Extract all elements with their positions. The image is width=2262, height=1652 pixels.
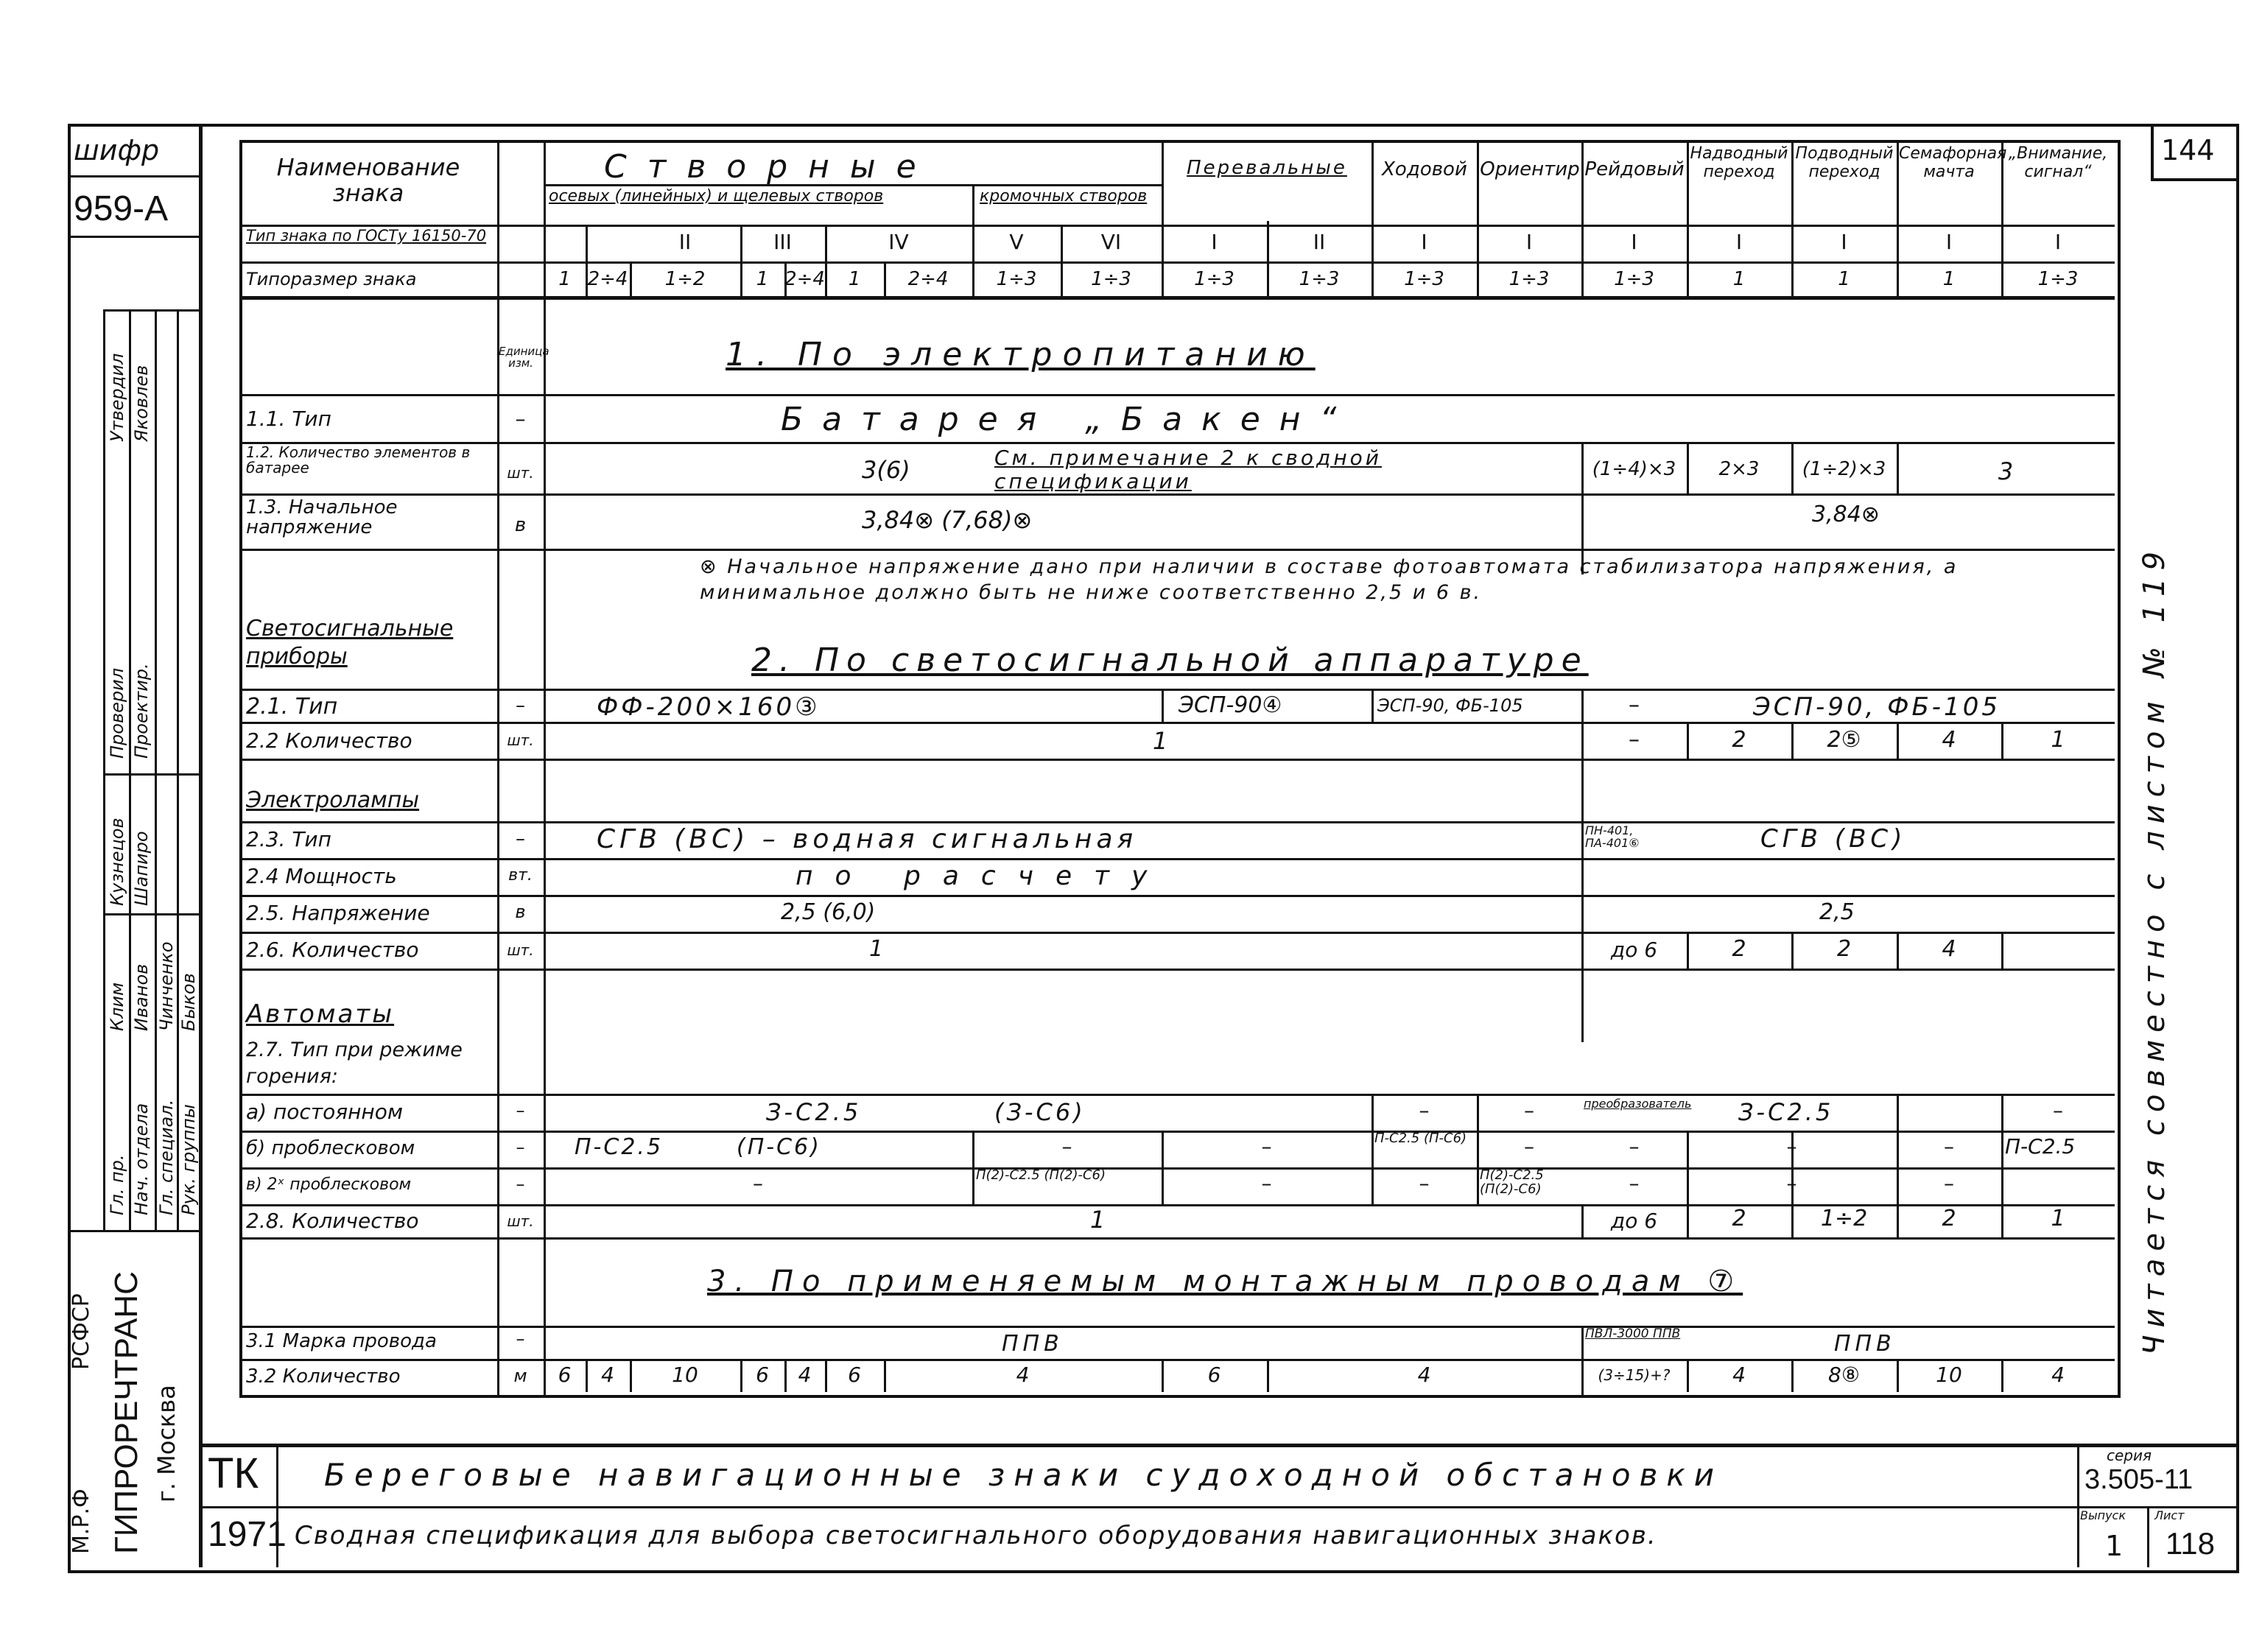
- type-5: V: [1009, 230, 1024, 254]
- r32-v9: 4: [1417, 1363, 1431, 1387]
- size-14: 1÷3: [1614, 268, 1654, 290]
- r27c-nad: –: [1786, 1171, 1797, 1195]
- size-9: 1÷3: [1091, 268, 1131, 290]
- title-block-top: [199, 1444, 2236, 1447]
- row-lamps-end: [239, 821, 2115, 823]
- r27c-per: –: [1261, 1171, 1272, 1195]
- r27b-dash: –: [1061, 1134, 1072, 1159]
- r27b-reid: –: [1629, 1134, 1640, 1159]
- r32-v10: (3÷15)+?: [1598, 1366, 1671, 1384]
- r12-unit: шт.: [507, 464, 534, 482]
- r22-pod: 2⑤: [1827, 727, 1861, 753]
- header-semafornaya: Семафорная мачта: [1899, 144, 2007, 182]
- lamps-label: Электролампы: [246, 787, 420, 813]
- size-15: 1: [1732, 268, 1746, 290]
- row-26-end: [239, 969, 2115, 971]
- footnote: ⊗ Начальное напряжение дано при наличии в составе фотоавтомата стабилизатора напряжения, а минимальное должно быть не ниже соответственно 2,5 и 6 в.: [700, 555, 1959, 605]
- cipher-label: шифр: [74, 134, 160, 166]
- col-21-a: [1162, 689, 1164, 722]
- type-14: I: [1945, 230, 1953, 254]
- type-9: I: [1421, 230, 1427, 254]
- stamp-col-1: [103, 309, 105, 1230]
- section3-heading: 3. По применяемым монтажным проводам ⑦: [707, 1265, 1743, 1298]
- role-gl-pr: Гл. пр.: [107, 1154, 127, 1215]
- r24-value: по расчету: [795, 861, 1170, 891]
- size-11: 1÷3: [1299, 268, 1340, 290]
- size-4: 1: [756, 268, 769, 290]
- r28-sem: 2: [1942, 1206, 1956, 1231]
- r12-pod: (1÷2)×3: [1802, 458, 1886, 480]
- r32-v3: 10: [672, 1363, 698, 1387]
- role-nach-otd: Нач. отдела: [131, 1103, 152, 1215]
- r32-v13: 10: [1936, 1363, 1962, 1387]
- size-8: 1÷3: [996, 268, 1037, 290]
- r32-v14: 4: [2051, 1363, 2065, 1387]
- r27a-or: –: [1524, 1098, 1534, 1122]
- r27c-unit: –: [516, 1174, 525, 1195]
- size-13: 1÷3: [1508, 268, 1550, 290]
- type-6: VI: [1100, 230, 1122, 254]
- org-moscow: г. Москва: [152, 1385, 180, 1502]
- name-chinchenko: Чинченко: [156, 941, 177, 1031]
- r23-right: СГВ (ВС): [1760, 824, 1907, 854]
- row-sec1-end: [239, 394, 2115, 396]
- r21-b: ЭСП-90④: [1179, 692, 1282, 718]
- r32-v6: 6: [848, 1363, 861, 1387]
- r24-label: 2.4 Мощность: [246, 864, 397, 888]
- row-13-end: [239, 549, 2115, 551]
- header-podvodny: Подводный переход: [1795, 144, 1894, 182]
- r27b-v1: П-С2.5: [575, 1134, 664, 1160]
- size-18: 1÷3: [2037, 268, 2079, 290]
- r24-unit: вт.: [508, 866, 533, 885]
- type-label: Тип знака по ГОСТу 16150-70: [246, 227, 487, 245]
- r32-v12: 8⑧: [1828, 1363, 1860, 1387]
- cipher-value: 959-А: [74, 189, 169, 228]
- stamp-col-4: [177, 309, 179, 1230]
- r25-unit: в: [515, 901, 526, 922]
- section1-heading: 1. По электропитанию: [726, 336, 1316, 373]
- name-yakovlev: Яковлев: [131, 365, 152, 442]
- stamp-row-2: [103, 773, 199, 776]
- stamp-row-3: [103, 913, 199, 915]
- type-3: III: [773, 230, 792, 254]
- title-sheet-divider: [2147, 1506, 2149, 1567]
- year: 1971: [208, 1515, 287, 1554]
- r32-v11: 4: [1732, 1363, 1746, 1387]
- hdr-row-3: [239, 261, 2115, 264]
- row-24-end: [239, 895, 2115, 897]
- r25-right: 2,5: [1819, 899, 1855, 925]
- size-3: 1÷2: [664, 268, 706, 290]
- r21-a: ФФ-200×160③: [597, 692, 821, 722]
- r32-v4: 6: [756, 1363, 769, 1387]
- r27a-v2: (З-С6): [994, 1098, 1086, 1126]
- r23-value: СГВ (ВС) – водная сигнальная: [597, 824, 1138, 854]
- sheet-value: 118: [2166, 1526, 2215, 1561]
- type-1: I: [583, 230, 590, 254]
- r23-unit: –: [516, 828, 525, 850]
- header-osevye: осевых (линейных) и щелевых створов: [549, 187, 884, 205]
- r22-sem: 4: [1942, 727, 1956, 753]
- type-12: I: [1735, 230, 1743, 254]
- hdr-row-4: [239, 296, 2115, 300]
- role-proveril: Проверил: [107, 667, 127, 759]
- r27c-or: П(2)-С2.5 (П(2)-С6): [1480, 1167, 1544, 1197]
- r28-nad: 2: [1732, 1206, 1746, 1231]
- org-giprorechtrans: ГИПРОРЕЧТРАНС: [108, 1271, 144, 1554]
- row-27-end: [239, 1094, 2115, 1096]
- r25-value: 2,5 (6,0): [781, 899, 876, 925]
- r22-nad: 2: [1732, 727, 1746, 753]
- issue-value: 1: [2105, 1530, 2124, 1562]
- r27b-sem: –: [1944, 1134, 1954, 1159]
- header-name-col: Наименование знака: [276, 153, 460, 208]
- r25-label: 2.5. Напряжение: [246, 901, 430, 925]
- r21-e: ЭСП-90, ФБ-105: [1753, 692, 2001, 722]
- r32-v8: 6: [1207, 1363, 1221, 1387]
- r12-note: См. примечание 2 к сводной спецификации: [994, 446, 1382, 494]
- inner-frame-left: [199, 124, 203, 1567]
- r21-label: 2.1. Тип: [246, 694, 338, 720]
- role-utverdil: Утвердил: [107, 353, 127, 442]
- r12-value: 3(6): [862, 456, 910, 484]
- title-series-divider: [2077, 1444, 2079, 1567]
- r32-v5: 4: [798, 1363, 812, 1387]
- r26-unit: шт.: [507, 941, 534, 959]
- r31-unit: –: [516, 1329, 525, 1349]
- r28-label: 2.8. Количество: [246, 1209, 419, 1233]
- r27a-last: –: [2053, 1098, 2063, 1122]
- r22-label: 2.2 Количество: [246, 728, 412, 753]
- header-kromochnye: кромочных створов: [980, 187, 1148, 205]
- row-28-end: [239, 1237, 2115, 1240]
- r27b-unit: –: [516, 1137, 525, 1158]
- r32-unit: м: [513, 1365, 527, 1386]
- stamp-row-4: [68, 1230, 199, 1232]
- size-7: 2÷4: [907, 268, 949, 290]
- tk-label: ТК: [208, 1449, 259, 1497]
- r32-v7: 4: [1016, 1363, 1030, 1387]
- r26-sem: 4: [1942, 936, 1956, 962]
- org-mrf: М.Р.Ф: [69, 1488, 94, 1554]
- header-nadvodny: Надводный переход: [1690, 144, 1788, 182]
- r22-d: –: [1629, 727, 1640, 753]
- r27a-reid: преобразователь: [1584, 1097, 1692, 1111]
- r27c-v1: –: [753, 1171, 763, 1195]
- size-12: 1÷3: [1404, 268, 1444, 290]
- r27c-label: в) 2ˣ проблесковом: [246, 1175, 412, 1194]
- row-11-end: [239, 442, 2115, 444]
- size-2: 2÷4: [587, 268, 628, 290]
- r21-unit: –: [516, 695, 525, 717]
- r21-c: ЭСП-90, ФБ-105: [1377, 695, 1523, 716]
- doc-title-2: Сводная спецификация для выбора светосигнального оборудования навигационных знаков.: [295, 1521, 1657, 1550]
- r32-label: 3.2 Количество: [246, 1365, 401, 1388]
- r27b-vn: П-С2.5: [2005, 1134, 2076, 1159]
- header-perevalnye: Перевальные: [1187, 157, 1347, 179]
- row-21-end: [239, 722, 2115, 724]
- col-unit-left: [497, 140, 499, 1395]
- r26-nad: 2: [1732, 936, 1746, 962]
- r27c-kh: –: [1419, 1171, 1430, 1195]
- r11-label: 1.1. Тип: [246, 407, 331, 431]
- r23-reid: ПН-401, ПА-401⑥: [1585, 823, 1640, 850]
- name-bykov: Быков: [178, 973, 199, 1031]
- col-21-b: [1371, 689, 1374, 722]
- r31-reid: ПВЛ-3000 ППВ: [1585, 1326, 1681, 1341]
- header-stvornye: Створные: [604, 148, 937, 186]
- r28-unit: шт.: [507, 1212, 534, 1230]
- header-khodovoy: Ходовой: [1382, 158, 1467, 180]
- header-vnimanie: „Внимание, сигнал“: [2008, 144, 2108, 182]
- stamp-col-2: [129, 309, 131, 1230]
- row-sec2-end: [239, 689, 2115, 691]
- auto-label: Автоматы: [246, 999, 395, 1029]
- stamp-row-1: [103, 309, 199, 312]
- r12-reid: (1÷4)×3: [1592, 458, 1676, 480]
- row-25-end: [239, 932, 2115, 934]
- r27-label: 2.7. Тип при режиме горения:: [246, 1038, 463, 1089]
- size-10: 1÷3: [1194, 268, 1234, 290]
- r27a-unit: –: [516, 1100, 525, 1121]
- header-orientir: Ориентир: [1480, 158, 1580, 180]
- cipher-divider: [68, 175, 199, 177]
- issue-label: Выпуск: [2080, 1508, 2126, 1522]
- series-label: серия: [2107, 1447, 2152, 1464]
- section2-heading: 2. По светосигнальной аппаратуре: [751, 642, 1589, 679]
- col-unit-right: [544, 140, 546, 1395]
- row-22-end: [239, 759, 2115, 761]
- row-12-end: [239, 493, 2115, 496]
- size-5: 2÷4: [784, 268, 825, 290]
- type-10: I: [1525, 230, 1533, 254]
- stamp-col-3: [155, 309, 157, 1230]
- r23-label: 2.3. Тип: [246, 827, 331, 851]
- name-ivanov: Иванов: [131, 963, 152, 1031]
- type-11: I: [1631, 230, 1637, 254]
- role-gl-spec: Гл. специал.: [156, 1099, 177, 1215]
- name-klim: Клим: [107, 982, 127, 1031]
- size-16: 1: [1838, 268, 1850, 290]
- r13-right: 3,84⊗: [1812, 502, 1880, 527]
- role-proektir: Проектир.: [131, 663, 152, 759]
- r26-pod: 2: [1836, 936, 1852, 962]
- hdr-row-2: [239, 225, 2115, 227]
- r22-unit: шт.: [507, 731, 534, 749]
- r28-vn: 1: [2051, 1206, 2065, 1231]
- type-2: II: [678, 230, 692, 254]
- sheet-label: Лист: [2154, 1508, 2185, 1522]
- type-7: I: [1211, 230, 1218, 254]
- size-1: 1: [558, 268, 571, 290]
- r27a-label: а) постоянном: [246, 1100, 403, 1124]
- r27b-or: –: [1524, 1134, 1534, 1159]
- name-shapiro: Шапиро: [131, 831, 152, 906]
- r27c-v2: П(2)-С2.5 (П(2)-С6): [976, 1167, 1106, 1183]
- r32-v1: 6: [558, 1363, 572, 1387]
- r13-value: 3,84⊗ (7,68)⊗: [862, 506, 1033, 534]
- series-value: 3.505-11: [2084, 1464, 2193, 1495]
- r31-right: ППВ: [1834, 1331, 1896, 1357]
- size-17: 1: [1942, 268, 1956, 290]
- row-23-end: [239, 858, 2115, 860]
- r27a-v1: З-С2.5: [766, 1098, 862, 1126]
- r27b-v2: (П-С6): [737, 1134, 821, 1160]
- r26-label: 2.6. Количество: [246, 938, 419, 962]
- r27c-sem: –: [1944, 1171, 1954, 1195]
- r31-value: ППВ: [1002, 1331, 1064, 1357]
- cipher-bottom: [68, 236, 199, 238]
- right-note: Читается совместно с листом № 119: [2138, 544, 2171, 1355]
- size-label: Типоразмер знака: [246, 269, 417, 289]
- type-15: I: [2054, 230, 2062, 254]
- title-block-mid: [199, 1506, 2236, 1508]
- doc-title-1: Береговые навигационные знаки судоходной обстановки: [324, 1457, 1724, 1493]
- org-rsfsr: РСФСР: [69, 1293, 94, 1370]
- r11-unit: –: [515, 407, 526, 431]
- type-8: II: [1313, 230, 1326, 254]
- sheet-number: 144: [2161, 134, 2215, 166]
- r27c-reid: –: [1629, 1171, 1640, 1195]
- r22-vn: 1: [2051, 727, 2065, 753]
- r21-d: –: [1629, 692, 1640, 718]
- r28-value: 1: [1090, 1206, 1106, 1234]
- r12-nad: 2×3: [1718, 458, 1760, 480]
- name-kuznetsov: Кузнецов: [107, 818, 127, 906]
- r27b-per: –: [1261, 1134, 1272, 1159]
- r28-reid: до 6: [1610, 1209, 1658, 1233]
- r22-a: 1: [1153, 727, 1168, 755]
- r12-last: 3: [1998, 457, 2014, 485]
- row-27b-end: [239, 1167, 2115, 1170]
- r26-value: 1: [869, 936, 884, 962]
- r26-reid: до 6: [1610, 938, 1658, 962]
- row-sec3-end: [239, 1326, 2115, 1328]
- r13-label: 1.3. Начальное напряжение: [246, 496, 398, 539]
- r32-v2: 4: [601, 1363, 614, 1387]
- type-13: I: [1841, 230, 1847, 254]
- r31-label: 3.1 Марка провода: [246, 1330, 437, 1352]
- r27b-kh: П-С2.5 (П-С6): [1374, 1131, 1467, 1146]
- type-4: IV: [888, 230, 909, 254]
- devices-label: Светосигнальные приборы: [246, 616, 454, 669]
- r27b-nad: –: [1786, 1134, 1797, 1159]
- r28-pod: 1÷2: [1820, 1206, 1868, 1231]
- size-6: 1: [848, 268, 861, 290]
- r27a-right: З-С2.5: [1738, 1098, 1834, 1126]
- r13-unit: в: [514, 514, 527, 536]
- r27a-kh: –: [1419, 1098, 1430, 1122]
- col-26-g: [2001, 932, 2003, 969]
- r11-value: Батарея „Бакен“: [781, 401, 1356, 438]
- row-31-end: [239, 1359, 2115, 1361]
- role-ruk-gr: Рук. группы: [178, 1104, 199, 1215]
- header-reydovy: Рейдовый: [1584, 158, 1685, 180]
- r27b-label: б) проблесковом: [246, 1137, 415, 1159]
- row-27a-end: [239, 1131, 2115, 1133]
- unit-label: Единица изм.: [499, 345, 549, 370]
- r12-label: 1.2. Количество элементов в батарее: [246, 443, 471, 477]
